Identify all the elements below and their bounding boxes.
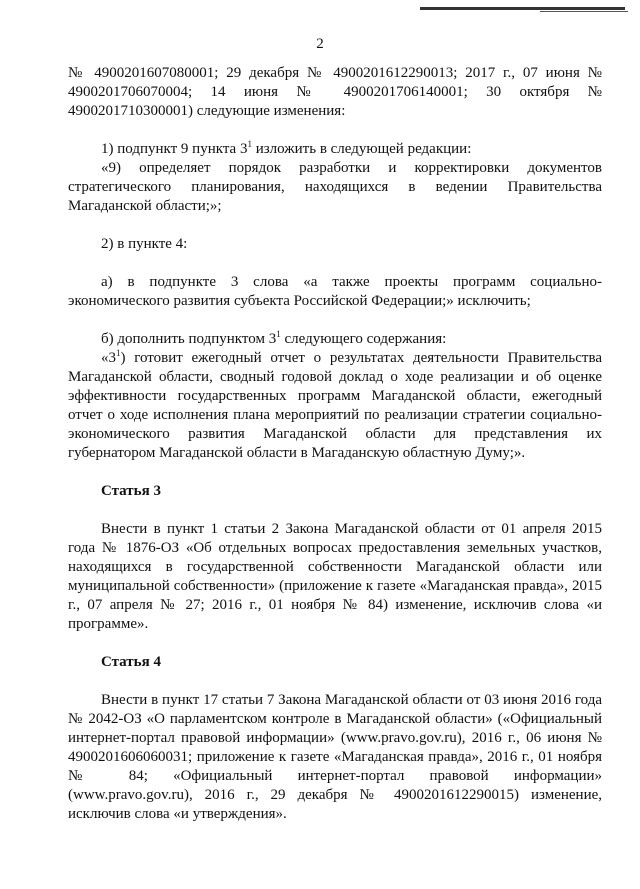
paragraph-quote-3-1: «$3^1$) готовит ежегодный отчет о результатах деятельности Правительства Магаданской области, сводный годовой доклад о ходе реализации и об оценке эффективности государственных программ Магаданской области, ежегодный отчет о ходе исполнения плана мероприятий по реализации стратегии социально-экономического развития Магаданской области для представления их губернатором Магаданской области в Магаданскую областную Думу;». xyxy=(68,348,602,461)
article-4-text: Внести в пункт 17 статьи 7 Закона Магаданской области от 03 июня 2016 года № 2042-ОЗ «О парламентском контроле в Магаданской области» («Официальный интернет-портал правовой информации» (www.pravo.gov.ru), 2016 г., 06 июня № 4900201606060031; приложение к газете «Магаданская правда», 2016 г., 01 ноября № 84; «Официальный интернет-портал правовой информации» (www.pravo.gov.ru), 2016 г., 29 декабря № 4900201612290015) изменение, исключив слова «и утверждения». xyxy=(68,692,602,822)
scan-mark-line-secondary xyxy=(540,11,628,12)
paragraph-continuation: № 4900201607080001; 29 декабря № 4900201612290013; 2017 г., 07 июня № 4900201706070004; 14 июня № 4900201706140001; 30 октября № 4900201710300001) следующие изменения: xyxy=(68,65,602,119)
paragraph-item-2: 2) в пункте 4: xyxy=(101,236,188,252)
article-4-heading: Статья 4 xyxy=(101,654,161,670)
paragraph-item-b: б) дополнить подпунктом $3^1$ следующего содержания: xyxy=(101,329,447,347)
paragraph-quote-9: «9) определяет порядок разработки и корректировки документов стратегического планирования, находящихся в ведении Правительства Магаданской области;»; xyxy=(68,160,602,214)
paragraph-item-1: 1) подпункт 9 пункта $3^1$ изложить в следующей редакции: xyxy=(101,139,472,157)
document-body xyxy=(68,64,602,824)
paragraph-item-a: а) в подпункте 3 слова «а также проекты программ социально-экономического развития субъекта Российской Федерации;» исключить; xyxy=(68,274,602,309)
article-3-text: Внести в пункт 1 статьи 2 Закона Магаданской области от 01 апреля 2015 года № 1876-ОЗ «Об отдельных вопросах предоставления земельных участков, находящихся в государственной собственности Магаданской области или муниципальной собственности» (приложение к газете «Магаданская правда», 2015 г., 07 апреля № 27; 2016 г., 01 ноября № 84) изменение, исключив слова «и программе». xyxy=(68,521,602,632)
page-number: 2 xyxy=(316,36,324,52)
article-3-heading: Статья 3 xyxy=(101,483,161,499)
scan-mark-line xyxy=(420,7,625,10)
